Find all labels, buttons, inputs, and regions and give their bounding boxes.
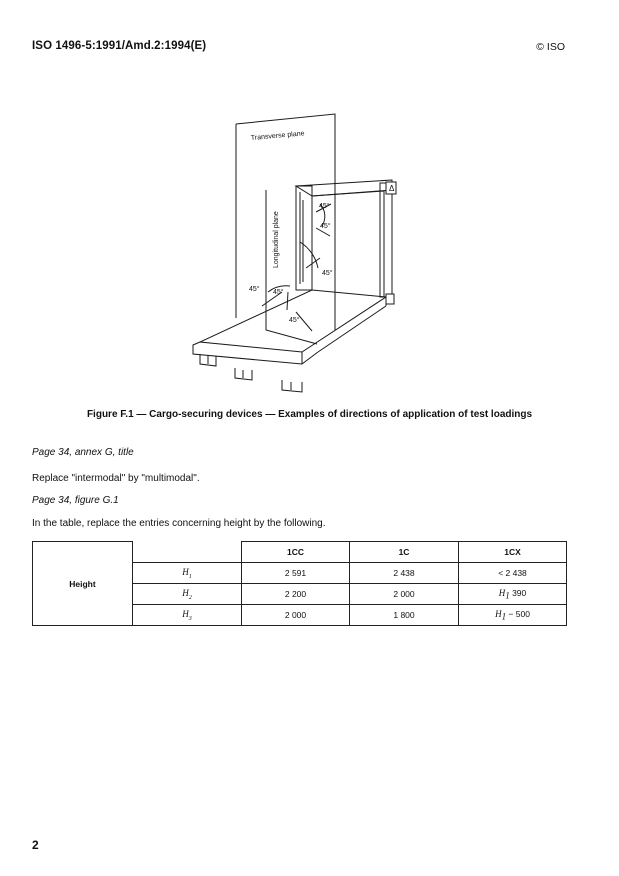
amendment-instruction-1: Replace "intermodal" by "multimodal". [32,473,200,484]
longitudinal-plane-label: Longitudinal plane [273,211,280,268]
document-standard-number: ISO 1496-5:1991/Amd.2:1994(E) [32,40,207,52]
column-header: 1CX [459,542,567,563]
amendment-instruction-2: In the table, replace the entries concerning height by the following. [32,518,326,529]
angle-label: 45° [249,286,260,293]
table-cell: $H_1 - 500$ [459,605,567,626]
height-row-label: Height [33,542,133,626]
table-cell: 2 000 [350,584,459,605]
height-symbol: $H_3$ [133,605,242,626]
column-header: 1C [350,542,459,563]
angle-label: 45° [322,270,333,277]
corner-fitting-bottom-right [386,294,394,304]
svg-text:Δ: Δ [389,184,395,193]
angle-label: 45° [319,203,330,210]
height-table [32,541,567,626]
angle-label: 45° [273,289,284,296]
figure-caption: Figure F.1 — Cargo-securing devices — Examples of directions of application of test loadings [86,409,533,420]
copyright-mark: © ISO [536,41,565,53]
amendment-location-2: Page 34, figure G.1 [32,495,119,506]
cargo-securing-figure [175,112,425,402]
angle-label: 45° [320,223,331,230]
height-symbol: $H_1$ [133,563,242,584]
rear-frame-left-post [296,186,312,290]
table-cell: < 2 438 [459,563,567,584]
amendment-location-1: Page 34, annex G, title [32,447,134,458]
height-symbol: $H_2$ [133,584,242,605]
table-cell: 1 800 [350,605,459,626]
transverse-plane [236,114,335,330]
corner-fitting-top-right [386,182,396,194]
table-cell: 2 591 [242,563,350,584]
page-number: 2 [32,838,39,852]
column-header: 1CC [242,542,350,563]
table-header-row [33,542,567,563]
angle-label: 45° [289,317,300,324]
table-cell: $H_1$ 390 [459,584,567,605]
table-cell: 2 000 [242,605,350,626]
table-cell: 2 438 [350,563,459,584]
transverse-plane-label: Transverse plane [250,130,305,142]
table-cell: 2 200 [242,584,350,605]
